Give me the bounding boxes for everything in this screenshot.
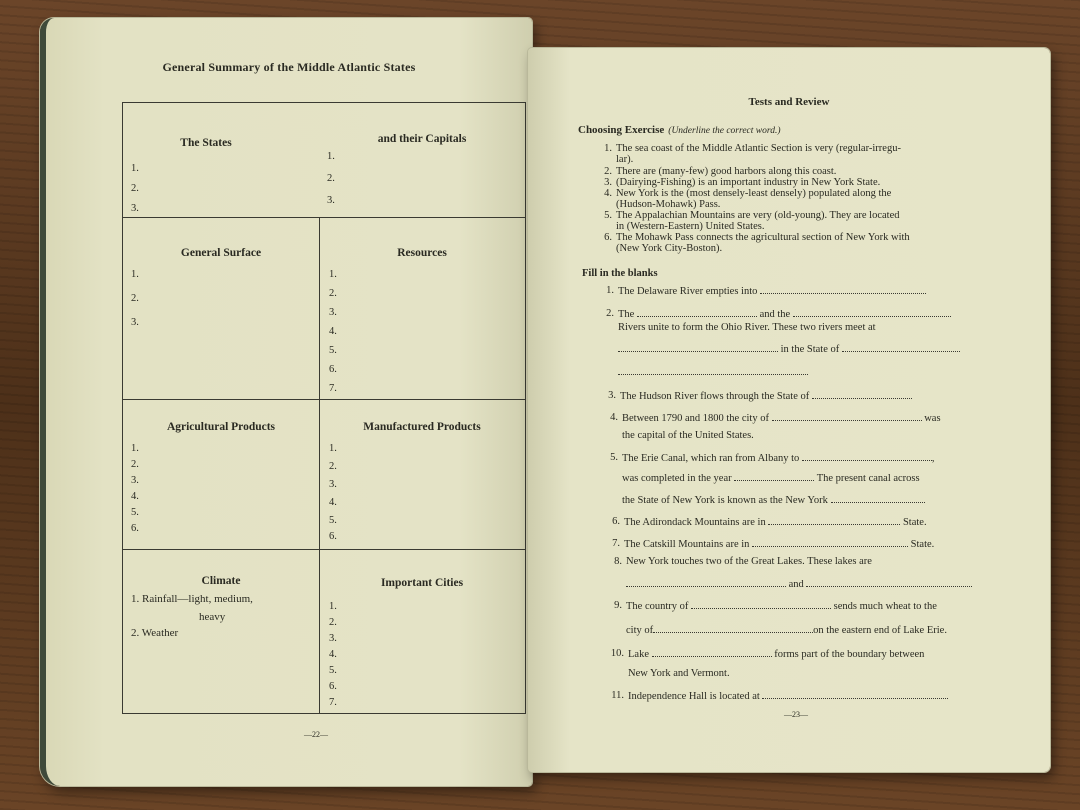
item-number: 3. — [608, 390, 616, 401]
states-item: 2. — [131, 183, 139, 194]
item-number: 3. — [604, 177, 612, 188]
summary-table — [122, 102, 526, 714]
blank-question — [610, 412, 988, 424]
capitals-item: 2. — [327, 173, 335, 184]
blank-question-line — [618, 322, 984, 333]
question-text: New York touches two of the Great Lakes. These lakes are — [626, 556, 872, 567]
answer-blank[interactable] — [618, 366, 808, 375]
manufactured-cell — [319, 399, 525, 549]
blank-question-line — [622, 494, 988, 506]
choosing-item — [604, 177, 982, 188]
climate-item: 1. Rainfall—light, medium, — [131, 593, 253, 605]
surface-cell — [123, 217, 319, 399]
question-text: The Catskill Mountains are in — [624, 539, 750, 550]
capitals-heading: and their Capitals — [377, 133, 467, 145]
answer-blank[interactable] — [831, 494, 925, 503]
resources-cell — [319, 217, 525, 399]
question-text: The Erie Canal, which ran from Albany to — [622, 453, 800, 464]
manufactured-item: 6. — [329, 531, 337, 542]
choosing-item — [604, 143, 982, 165]
answer-blank[interactable] — [772, 412, 922, 421]
choosing-item — [604, 166, 982, 177]
agricultural-item: 4. — [131, 491, 139, 502]
item-number: 1. — [606, 285, 614, 296]
item-number: 6. — [604, 232, 612, 243]
right-page — [528, 48, 1050, 772]
blank-question — [606, 308, 984, 320]
agricultural-item: 2. — [131, 459, 139, 470]
item-text: The Appalachian Mountains are very (old-young). They are located — [616, 210, 900, 221]
item-number: 6. — [612, 516, 620, 527]
manufactured-item: 4. — [329, 497, 337, 508]
climate-item: heavy — [199, 611, 226, 623]
manufactured-item: 1. — [329, 443, 337, 454]
blank-question — [610, 648, 994, 660]
item-text: lar). — [616, 154, 634, 165]
answer-blank[interactable] — [806, 578, 972, 587]
resources-item: 3. — [329, 307, 337, 318]
choosing-heading-text: Choosing Exercise — [578, 124, 665, 136]
resources-item: 6. — [329, 364, 337, 375]
item-number: 5. — [604, 210, 612, 221]
question-text: forms part of the boundary between — [774, 649, 925, 660]
agricultural-cell — [123, 399, 319, 549]
question-text: Rivers unite to form the Ohio River. These two rivers meet at — [618, 322, 876, 333]
question-text: Between 1790 and 1800 the city of — [622, 413, 769, 424]
question-text: Independence Hall is located at — [628, 691, 760, 702]
manufactured-item: 2. — [329, 461, 337, 472]
answer-blank[interactable] — [768, 516, 900, 525]
answer-blank[interactable] — [653, 624, 813, 633]
question-text: on the eastern end of Lake Erie. — [813, 625, 947, 636]
item-number: 8. — [614, 556, 622, 567]
question-text: The — [618, 309, 635, 320]
question-text: New York and Vermont. — [628, 668, 730, 679]
item-number: 2. — [606, 308, 614, 319]
answer-blank[interactable] — [842, 343, 960, 352]
item-number: 1. — [604, 143, 612, 154]
choosing-item — [604, 188, 982, 210]
item-number: 5. — [610, 452, 618, 463]
question-text: the State of New York is known as the New York — [622, 495, 828, 506]
agricultural-item: 6. — [131, 523, 139, 534]
answer-blank[interactable] — [652, 648, 772, 657]
blank-question — [614, 556, 992, 567]
item-text: The Mohawk Pass connects the agricultural section of New York with — [616, 232, 910, 243]
cities-item: 5. — [329, 665, 337, 676]
item-number: 7. — [612, 538, 620, 549]
answer-blank[interactable] — [637, 308, 757, 317]
agricultural-item: 1. — [131, 443, 139, 454]
page-number: —22— — [304, 730, 328, 739]
blank-question — [606, 285, 926, 297]
manufactured-heading: Manufactured Products — [363, 421, 481, 433]
blank-question-line — [618, 366, 808, 378]
climate-cell — [123, 549, 319, 713]
question-text: The Adirondack Mountains are in — [624, 517, 766, 528]
item-number: 2. — [604, 166, 612, 177]
question-text: the capital of the United States. — [622, 430, 754, 441]
question-text: and — [788, 579, 804, 590]
item-number: 9. — [614, 600, 622, 611]
question-text: Lake — [628, 649, 649, 660]
capitals-cell — [319, 103, 525, 217]
answer-blank[interactable] — [760, 285, 926, 294]
item-number: 4. — [610, 412, 618, 423]
item-number: 10. — [610, 648, 624, 659]
answer-blank[interactable] — [618, 343, 778, 352]
surface-item: 2. — [131, 293, 139, 304]
resources-item: 1. — [329, 269, 337, 280]
resources-item: 4. — [329, 326, 337, 337]
capitals-item: 3. — [327, 195, 335, 206]
agricultural-heading: Agricultural Products — [166, 421, 276, 433]
surface-item: 1. — [131, 269, 139, 280]
states-item: 1. — [131, 163, 139, 174]
blank-question-line — [622, 472, 988, 484]
question-text: State. — [910, 539, 935, 550]
blank-question-line — [626, 624, 992, 636]
answer-blank[interactable] — [734, 472, 814, 481]
item-text: The sea coast of the Middle Atlantic Section is very (regular-irregu- — [616, 143, 901, 154]
question-text: was completed in the year — [622, 473, 732, 484]
tests-title: Tests and Review — [748, 96, 830, 108]
answer-blank[interactable] — [802, 452, 932, 461]
question-text: and the — [759, 309, 791, 320]
answer-blank[interactable] — [812, 390, 912, 399]
answer-blank[interactable] — [752, 538, 908, 547]
resources-item: 7. — [329, 383, 337, 394]
surface-heading: General Surface — [180, 247, 262, 259]
summary-title: General Summary of the Middle Atlantic States — [162, 60, 416, 74]
question-text: The Delaware River empties into — [618, 286, 758, 297]
choosing-heading — [578, 124, 781, 136]
climate-heading: Climate — [201, 575, 241, 587]
surface-item: 3. — [131, 317, 139, 328]
blank-question — [614, 600, 992, 612]
manufactured-item: 5. — [329, 515, 337, 526]
cities-item: 6. — [329, 681, 337, 692]
choosing-item — [604, 232, 982, 254]
resources-item: 2. — [329, 288, 337, 299]
cities-item: 7. — [329, 697, 337, 708]
choosing-note: (Underline the correct word.) — [668, 126, 781, 136]
blank-question-line — [626, 578, 992, 590]
agricultural-item: 5. — [131, 507, 139, 518]
cities-heading: Important Cities — [380, 577, 464, 589]
item-text: (Dairying-Fishing) is an important industry in New York State. — [616, 177, 881, 188]
cities-item: 4. — [329, 649, 337, 660]
blank-question-line — [622, 430, 754, 441]
question-text: , — [931, 453, 935, 464]
blank-question-line — [618, 343, 960, 355]
answer-blank[interactable] — [762, 690, 948, 699]
blank-question — [610, 452, 988, 464]
cities-item: 2. — [329, 617, 337, 628]
agricultural-item: 3. — [131, 475, 139, 486]
item-text: There are (many-few) good harbors along this coast. — [616, 166, 837, 177]
capitals-item: 1. — [327, 151, 335, 162]
question-text: city of — [626, 625, 654, 636]
cities-item: 1. — [329, 601, 337, 612]
cities-item: 3. — [329, 633, 337, 644]
blanks-heading: Fill in the blanks — [582, 268, 658, 279]
blank-question — [612, 516, 990, 528]
question-text: in the State of — [780, 344, 840, 355]
blank-question — [612, 538, 990, 550]
question-text: sends much wheat to the — [833, 601, 937, 612]
climate-item: 2. Weather — [131, 627, 179, 639]
left-page — [40, 18, 532, 786]
item-number: 11. — [611, 690, 624, 701]
question-text: was — [924, 413, 941, 424]
blank-question — [611, 690, 994, 702]
question-text: The Hudson River flows through the State of — [620, 391, 810, 402]
answer-blank[interactable] — [691, 600, 831, 609]
blank-question-line — [628, 668, 730, 679]
states-heading: The States — [180, 137, 232, 149]
item-text: in (Western-Eastern) United States. — [616, 221, 765, 232]
item-text: (New York City-Boston). — [616, 243, 723, 254]
states-cell — [123, 103, 319, 217]
blank-question — [608, 390, 912, 402]
cities-cell — [319, 549, 525, 713]
answer-blank[interactable] — [793, 308, 951, 317]
choosing-item — [604, 210, 982, 232]
item-text: New York is the (most densely-least densely) populated along the — [616, 188, 892, 199]
answer-blank[interactable] — [626, 578, 786, 587]
question-text: The country of — [626, 601, 689, 612]
states-item: 3. — [131, 203, 139, 214]
resources-heading: Resources — [397, 247, 447, 259]
manufactured-item: 3. — [329, 479, 337, 490]
item-text: (Hudson-Mohawk) Pass. — [616, 199, 721, 210]
page-number: —23— — [784, 710, 808, 719]
question-text: State. — [902, 517, 927, 528]
item-number: 4. — [604, 188, 612, 199]
resources-item: 5. — [329, 345, 337, 356]
question-text: The present canal across — [816, 473, 920, 484]
